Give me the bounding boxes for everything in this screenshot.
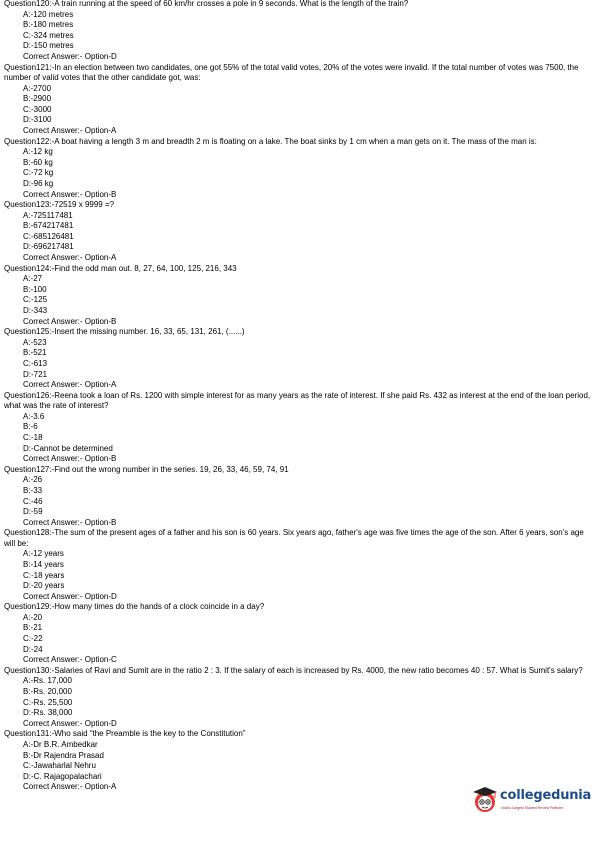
question-block — [4, 528, 595, 602]
option-b: B:-674217481 — [23, 221, 74, 231]
option-c: C:-22 — [23, 634, 43, 644]
option-c: C:-3000 — [23, 104, 52, 114]
option-d: D:-96 kg — [23, 178, 54, 188]
correct-answer: Correct Answer:- Option-C — [23, 655, 117, 665]
question-text: Question124:-Find the odd man out. 8, 27, 64, 100, 125, 216, 343 — [4, 263, 237, 273]
question-text: Question129:-How many times do the hands of a clock coincide in a day? — [4, 602, 265, 612]
option-c: C:-125 — [23, 295, 48, 305]
option-a: A:-12 kg — [23, 147, 53, 157]
option-b: B:-14 years — [23, 559, 64, 569]
option-d: D:-696217481 — [23, 242, 74, 252]
option-c: C:-18 years — [23, 570, 65, 580]
option-a: A:-3.6 — [23, 411, 45, 421]
option-b: B:-60 kg — [23, 157, 53, 167]
option-a: A:-12 years — [23, 549, 64, 559]
question-block — [4, 602, 595, 666]
correct-answer: Correct Answer:- Option-A — [23, 782, 117, 792]
question-text: Question120:-A train running at the speed of 60 km/hr crosses a pole in 9 seconds. What is the length of the train? — [4, 0, 409, 8]
option-b: B:-Dr Rajendra Prasad — [23, 750, 104, 760]
option-a: A:-2700 — [23, 83, 52, 93]
option-b: B:-100 — [23, 284, 47, 294]
option-b: B:-6 — [23, 422, 38, 432]
option-b: B:-180 metres — [23, 20, 74, 30]
option-c: C:-324 metres — [23, 30, 74, 40]
correct-answer: Correct Answer:- Option-D — [23, 51, 117, 61]
correct-answer: Correct Answer:- Option-A — [23, 125, 117, 135]
question-text: Question131:-Who said “the Preamble is the key to the Constitution” — [4, 729, 246, 739]
option-d: D:-150 metres — [23, 41, 74, 51]
logo-wordmark: collegedunia — [500, 788, 592, 803]
option-c: C:-613 — [23, 359, 48, 368]
correct-answer: Correct Answer:- Option-A — [23, 380, 117, 390]
question-block — [4, 264, 595, 328]
question-text: Question126:-Reena took a loan of Rs. 1200 with simple interest for as many years as the rate of interest. If she paid Rs. 432 as interest at the end of the loan period, what was the rate of interest? — [4, 390, 591, 411]
option-c: C:-Rs. 25,500 — [23, 697, 73, 707]
question-block — [4, 729, 595, 793]
correct-answer: Correct Answer:- Option-B — [23, 316, 117, 326]
question-block — [4, 137, 595, 201]
option-d: D:-721 — [23, 369, 48, 379]
graduate-mascot-icon — [470, 785, 500, 815]
option-d: D:-343 — [23, 306, 48, 316]
option-c: C:-685126481 — [23, 231, 74, 241]
correct-answer: Correct Answer:- Option-D — [23, 591, 117, 601]
option-d: D:-Rs. 38,000 — [23, 708, 73, 718]
option-d: D:-C. Rajagopalachari — [23, 771, 102, 781]
question-text: Question121:-In an election between two candidates, one got 55% of the total valid votes, 20% of the votes were invalid. If the total number of votes was 7500, the number of valid votes that the other candidate got, was: — [4, 62, 579, 83]
option-b: B:-Rs. 20,000 — [23, 687, 72, 697]
option-a: A:-120 metres — [23, 9, 74, 19]
logo-tagline: India's Largest Student Review Platform — [501, 806, 564, 810]
collegedunia-logo — [470, 785, 595, 817]
option-c: C:-72 kg — [23, 168, 54, 178]
question-text: Question125:-Insert the missing number. 16, 33, 65, 131, 261, (......) — [4, 327, 245, 337]
question-text: Question128:-The sum of the present ages of a father and his son is 60 years. Six years ago, father's age was five times the age of the son. After 6 years, son's age will be: — [4, 528, 584, 548]
option-c: C:-Jawaharlal Nehru — [23, 761, 96, 771]
correct-answer: Correct Answer:- Option-D — [23, 718, 117, 728]
question-block — [4, 327, 595, 391]
option-d: D:-24 — [23, 644, 43, 654]
option-b: B:-33 — [23, 485, 43, 495]
option-a: A:-725117481 — [23, 210, 73, 220]
option-b: B:-21 — [23, 623, 43, 633]
correct-answer: Correct Answer:- Option-B — [23, 189, 117, 199]
question-block — [4, 666, 595, 730]
option-a: A:-523 — [23, 337, 47, 347]
option-d: D:-59 — [23, 507, 43, 517]
option-b: B:-521 — [23, 348, 47, 358]
correct-answer: Correct Answer:- Option-B — [23, 454, 117, 464]
question-block — [4, 391, 595, 465]
correct-answer: Correct Answer:- Option-A — [23, 253, 117, 263]
question-text: Question123:-72519 x 9999 =? — [4, 200, 115, 210]
question-block — [4, 63, 595, 137]
option-b: B:-2900 — [23, 94, 52, 104]
option-a: A:-26 — [23, 475, 43, 485]
question-text: Question122:-A boat having a length 3 m and breadth 2 m is floating on a lake. The boat sinks by 1 cm when a man gets on it. The mass of the man is: — [4, 136, 537, 146]
option-a: A:-Rs. 17,000 — [23, 676, 72, 686]
option-a: A:-Dr B.R. Ambedkar — [23, 740, 98, 749]
option-a: A:-20 — [23, 612, 43, 622]
question-block — [4, 200, 595, 264]
option-d: D:-20 years — [23, 581, 65, 591]
option-d: D:-3100 — [23, 115, 52, 125]
question-block — [4, 0, 595, 63]
option-c: C:-46 — [23, 496, 43, 506]
option-d: D:-Cannot be determined — [23, 443, 113, 453]
correct-answer: Correct Answer:- Option-B — [23, 517, 117, 527]
question-text: Question130:-Salaries of Ravi and Sumit are in the ratio 2 : 3. If the salary of each is increased by Rs. 4000, the new ratio becomes 40 : 57. What is Sumit's salary? — [4, 665, 583, 675]
question-block — [4, 465, 595, 529]
question-document — [4, 0, 595, 793]
option-c: C:-18 — [23, 432, 43, 442]
option-a: A:-27 — [23, 274, 43, 284]
question-text: Question127:-Find out the wrong number in the series. 19, 26, 33, 46, 59, 74, 91 — [4, 464, 289, 474]
